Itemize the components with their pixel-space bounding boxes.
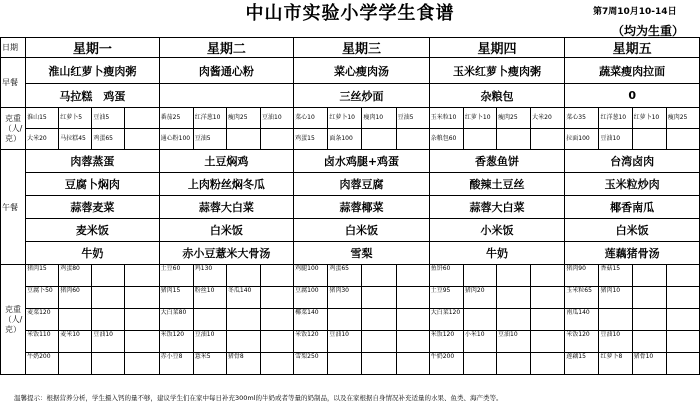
ingredient-cell (396, 353, 429, 375)
lunch-dish: 肉蓉蒸蛋 (26, 150, 160, 173)
ingredient-cell: 猪肉20 (463, 287, 496, 309)
menu-table (0, 37, 700, 375)
ingredient-cell: 猪肉60 (59, 287, 92, 309)
ingredient-cell: 大米20 (26, 129, 59, 150)
ingredient-cell: 米饭120 (294, 331, 328, 353)
breakfast-dish (159, 84, 294, 108)
ingredient-cell: 香菇15 (599, 265, 632, 287)
ingredient-cell: 菜心35 (565, 108, 599, 129)
ingredient-cell (531, 309, 565, 331)
ingredient-cell: 豆油10 (599, 129, 632, 150)
ingredient-cell: 米饭120 (159, 331, 193, 353)
ingredient-cell (362, 129, 396, 150)
ingredient-cell (666, 331, 699, 353)
breakfast-dish: 玉米红萝卜瘦肉粥 (429, 58, 565, 84)
date-label: 日期 (1, 38, 26, 58)
ingredient-cell (92, 287, 125, 309)
day-header: 星期五 (565, 38, 700, 58)
ingredient-cell: 土豆95 (429, 287, 463, 309)
grams-label: 克重（人/克） (1, 265, 26, 375)
weight-note: （均为生重） (612, 24, 685, 38)
ingredient-cell: 粉丝10 (193, 287, 226, 309)
breakfast-dish: 肉酱通心粉 (159, 58, 294, 84)
lunch-dish: 莲藕猪骨汤 (565, 242, 700, 265)
ingredient-cell: 雪梨250 (294, 353, 328, 375)
lunch-row (1, 242, 700, 265)
lunch-dish: 蒜蓉大白菜 (429, 196, 565, 219)
ingredient-cell: 赤小豆8 (159, 353, 193, 375)
ingredient-cell: 豆油5 (92, 108, 125, 129)
ingredient-cell (261, 331, 294, 353)
ingredient-cell: 红洋葱10 (193, 108, 226, 129)
ingredient-cell: 瘦肉10 (362, 108, 396, 129)
day-header: 星期二 (159, 38, 294, 58)
ingredient-cell: 猪骨8 (226, 353, 260, 375)
ingredient-cell (362, 331, 396, 353)
ingredient-cell: 马拉糕45 (59, 129, 92, 150)
ingredient-cell: 薏米5 (193, 353, 226, 375)
ingredient-cell (666, 287, 699, 309)
ingredient-cell: 红洋葱10 (599, 108, 632, 129)
ingredient-cell: 豆油10 (261, 108, 294, 129)
ingredient-cell (125, 309, 159, 331)
lunch-dish: 香葱鱼饼 (429, 150, 565, 173)
ingredient-cell (632, 309, 666, 331)
lunch-dish: 白米饭 (159, 219, 294, 242)
ingredient-cell (666, 353, 699, 375)
lunch-dish: 土豆焖鸡 (159, 150, 294, 173)
ingredient-cell (362, 309, 396, 331)
ingredient-cell (193, 309, 226, 331)
breakfast-row (1, 84, 700, 108)
ingredient-cell: 瘦肉25 (497, 108, 531, 129)
ingredient-cell (531, 129, 565, 150)
lunch-dish: 雪梨 (294, 242, 430, 265)
lunch-grams-row (1, 265, 700, 287)
ingredient-cell: 豆油10 (92, 331, 125, 353)
ingredient-cell: 豆油10 (328, 331, 362, 353)
ingredient-cell: 冬瓜140 (226, 287, 260, 309)
ingredient-cell (666, 129, 699, 150)
ingredient-cell: 面条100 (328, 129, 362, 150)
ingredient-cell (125, 265, 159, 287)
ingredient-cell: 猪肉15 (26, 265, 59, 287)
ingredient-cell: 瘦肉25 (666, 108, 699, 129)
ingredient-cell (226, 331, 260, 353)
ingredient-cell: 红萝卜10 (632, 108, 666, 129)
ingredient-cell (226, 265, 260, 287)
ingredient-cell: 番茄25 (159, 108, 193, 129)
lunch-dish: 赤小豆薏米大骨汤 (159, 242, 294, 265)
ingredient-cell: 鸡130 (193, 265, 226, 287)
lunch-dish: 台湾卤肉 (565, 150, 700, 173)
ingredient-cell (92, 353, 125, 375)
day-header: 星期三 (294, 38, 430, 58)
breakfast-dish: 三丝炒面 (294, 84, 430, 108)
ingredient-cell: 土豆60 (159, 265, 193, 287)
ingredient-cell: 豆腐卜50 (26, 287, 59, 309)
day-header: 星期一 (26, 38, 160, 58)
ingredient-cell (125, 353, 159, 375)
ingredient-cell (497, 287, 531, 309)
week-label: 第7周10月10-14日 (593, 7, 677, 17)
ingredient-cell (599, 309, 632, 331)
ingredient-cell (125, 331, 159, 353)
ingredient-cell (463, 129, 496, 150)
ingredient-cell: 鸡蛋80 (59, 265, 92, 287)
ingredient-cell (666, 265, 699, 287)
breakfast-dish: 0 (565, 84, 700, 108)
ingredient-cell: 红萝卜5 (59, 108, 92, 129)
ingredient-cell (497, 129, 531, 150)
lunch-label: 午餐 (1, 150, 26, 265)
ingredient-cell (125, 108, 159, 129)
ingredient-cell: 鱼饼60 (429, 265, 463, 287)
ingredient-cell: 猪骨10 (632, 353, 666, 375)
lunch-dish: 玉米粒炒肉 (565, 173, 700, 196)
ingredient-cell: 米饭120 (429, 331, 463, 353)
ingredient-cell (261, 265, 294, 287)
lunch-row (1, 150, 700, 173)
ingredient-cell (261, 309, 294, 331)
ingredient-cell: 鸡腿100 (294, 265, 328, 287)
ingredient-cell (59, 353, 92, 375)
ingredient-cell (396, 287, 429, 309)
lunch-dish: 白米饭 (565, 219, 700, 242)
ingredient-cell (497, 265, 531, 287)
lunch-grams-row (1, 309, 700, 331)
ingredient-cell: 大白菜80 (159, 309, 193, 331)
ingredient-cell (92, 309, 125, 331)
ingredient-cell (463, 309, 496, 331)
lunch-dish: 白米饭 (294, 219, 430, 242)
ingredient-cell: 玉米粒10 (429, 108, 463, 129)
breakfast-dish: 菜心瘦肉汤 (294, 58, 430, 84)
ingredient-cell (362, 353, 396, 375)
page-title: 中山市实验小学学生食谱 (245, 3, 455, 24)
breakfast-grams-row (1, 108, 700, 129)
ingredient-cell: 鸡蛋65 (92, 129, 125, 150)
ingredient-cell: 莲藕15 (565, 353, 599, 375)
ingredient-cell: 红萝卜8 (599, 353, 632, 375)
breakfast-grams-row (1, 129, 700, 150)
ingredient-cell (396, 129, 429, 150)
ingredient-cell: 通心粉100 (159, 129, 193, 150)
ingredient-cell: 鸡蛋15 (294, 129, 328, 150)
breakfast-dish: 淮山红萝卜瘦肉粥 (26, 58, 160, 84)
ingredient-cell: 瘦肉25 (226, 108, 260, 129)
ingredient-cell (497, 309, 531, 331)
ingredient-cell (261, 287, 294, 309)
footer-note: 温馨提示：根据营养分析，学生摄入钙的量不够，建议学生们在家中每日补充300ml的牛奶或者等量的奶制品，以及在家根据自身情况补充适量的水果、鱼类、海产类等。 (14, 394, 503, 402)
ingredient-cell (531, 353, 565, 375)
ingredient-cell (632, 265, 666, 287)
ingredient-cell (463, 353, 496, 375)
ingredient-cell: 杂粮包60 (429, 129, 463, 150)
day-header: 星期四 (429, 38, 565, 58)
ingredient-cell: 猪肉30 (328, 287, 362, 309)
ingredient-cell (497, 353, 531, 375)
ingredient-cell: 玉米粒65 (565, 287, 599, 309)
breakfast-dish: 蔬菜瘦肉拉面 (565, 58, 700, 84)
ingredient-cell (531, 287, 565, 309)
ingredient-cell: 猪肉15 (159, 287, 193, 309)
lunch-dish: 肉蓉豆腐 (294, 173, 430, 196)
ingredient-cell: 红萝卜10 (328, 108, 362, 129)
ingredient-cell (226, 309, 260, 331)
ingredient-cell (59, 309, 92, 331)
ingredient-cell (92, 265, 125, 287)
ingredient-cell (396, 265, 429, 287)
ingredient-cell (125, 287, 159, 309)
ingredient-cell: 猪肉90 (565, 265, 599, 287)
breakfast-row (1, 58, 700, 84)
ingredient-cell: 麦菜120 (26, 309, 59, 331)
ingredient-cell: 大白菜120 (429, 309, 463, 331)
lunch-dish: 牛奶 (429, 242, 565, 265)
ingredient-cell (463, 265, 496, 287)
lunch-dish: 麦米饭 (26, 219, 160, 242)
breakfast-label: 早餐 (1, 58, 26, 108)
lunch-dish: 小米饭 (429, 219, 565, 242)
day-header-row (1, 38, 700, 58)
ingredient-cell: 豆油5 (396, 108, 429, 129)
lunch-grams-row (1, 287, 700, 309)
ingredient-cell (632, 129, 666, 150)
breakfast-dish: 马拉糕 鸡蛋 (26, 84, 160, 108)
ingredient-cell: 大米20 (531, 108, 565, 129)
ingredient-cell: 鸡蛋65 (328, 265, 362, 287)
ingredient-cell: 南瓜140 (565, 309, 599, 331)
ingredient-cell: 米饭110 (26, 331, 59, 353)
lunch-dish: 酸辣土豆丝 (429, 173, 565, 196)
lunch-grams-row (1, 353, 700, 375)
ingredient-cell (531, 331, 565, 353)
ingredient-cell: 豆油10 (193, 331, 226, 353)
ingredient-cell (261, 129, 294, 150)
ingredient-cell (328, 309, 362, 331)
ingredient-cell: 小米10 (463, 331, 496, 353)
ingredient-cell (125, 129, 159, 150)
lunch-row (1, 219, 700, 242)
lunch-dish: 蒜蓉麦菜 (26, 196, 160, 219)
ingredient-cell (261, 353, 294, 375)
ingredient-cell (632, 287, 666, 309)
lunch-row (1, 196, 700, 219)
lunch-dish: 牛奶 (26, 242, 160, 265)
lunch-dish: 椰香南瓜 (565, 196, 700, 219)
ingredient-cell: 拉面100 (565, 129, 599, 150)
breakfast-dish: 杂粮包 (429, 84, 565, 108)
ingredient-cell: 椰菜140 (294, 309, 328, 331)
grams-label: 克重（人/克） (1, 108, 26, 150)
ingredient-cell (396, 309, 429, 331)
ingredient-cell: 米饭120 (565, 331, 599, 353)
lunch-row (1, 173, 700, 196)
ingredient-cell (666, 309, 699, 331)
ingredient-cell: 豆腐100 (294, 287, 328, 309)
ingredient-cell: 豆油5 (193, 129, 226, 150)
ingredient-cell (226, 129, 260, 150)
ingredient-cell (362, 287, 396, 309)
ingredient-cell: 牛奶200 (26, 353, 59, 375)
ingredient-cell: 豆油10 (497, 331, 531, 353)
ingredient-cell: 豆油10 (599, 331, 632, 353)
ingredient-cell (396, 331, 429, 353)
ingredient-cell (531, 265, 565, 287)
lunch-dish: 卤水鸡腿+鸡蛋 (294, 150, 430, 173)
lunch-dish: 上肉粉丝焖冬瓜 (159, 173, 294, 196)
ingredient-cell: 猪肉10 (599, 287, 632, 309)
ingredient-cell: 麦米10 (59, 331, 92, 353)
ingredient-cell (362, 265, 396, 287)
ingredient-cell: 牛奶200 (429, 353, 463, 375)
lunch-dish: 蒜蓉大白菜 (159, 196, 294, 219)
ingredient-cell: 淮山15 (26, 108, 59, 129)
ingredient-cell (328, 353, 362, 375)
lunch-dish: 蒜蓉椰菜 (294, 196, 430, 219)
lunch-grams-row (1, 331, 700, 353)
ingredient-cell: 红萝卜10 (463, 108, 496, 129)
ingredient-cell (632, 331, 666, 353)
lunch-dish: 豆腐卜焖肉 (26, 173, 160, 196)
ingredient-cell: 菜心10 (294, 108, 328, 129)
